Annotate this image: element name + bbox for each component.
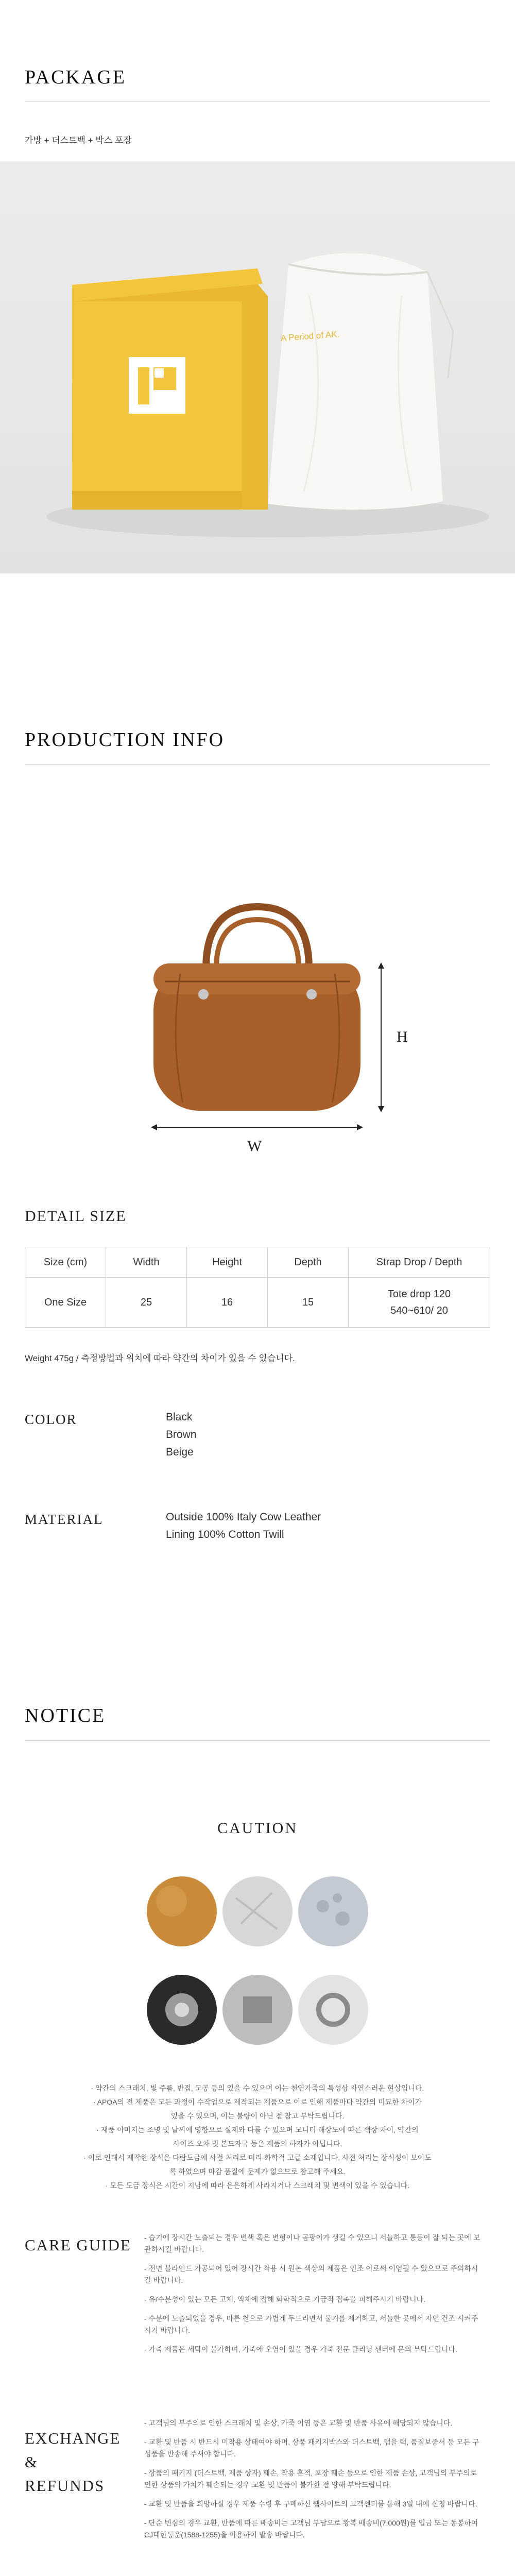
height-label: H xyxy=(397,1028,408,1045)
care-line: - 수분에 노출되었을 경우, 마른 천으로 가볍게 두드리면서 물기를 제거하고, 서늘한 곳에서 자연 건조 시켜주시기 바랍니다. xyxy=(144,2314,478,2334)
header-height: Height xyxy=(187,1247,268,1278)
care-guide-label: CARE GUIDE xyxy=(25,2236,131,2254)
cell-height: 16 xyxy=(187,1278,268,1328)
production-title: PRODUCTION INFO xyxy=(25,729,225,751)
caution-line: · 이로 인해서 제작한 장식은 다람도금에 사전 처리로 미리 화학적 고급 소재입니다. 사전 처리는 장식성이 보이도록 하였으며 마감 품질에 문제가 없으므로 참고해 주세요. xyxy=(83,2154,432,2176)
exchange-label-line: & xyxy=(25,2453,39,2471)
color-brown: Brown xyxy=(166,1429,197,1440)
care-guide-text xyxy=(144,2232,484,2363)
material-label: MATERIAL xyxy=(25,1512,104,1527)
package-divider xyxy=(25,101,490,102)
pebble-texture-image xyxy=(276,1867,391,1956)
weight-note: Weight 475g / 측정방법과 위치에 따라 약간의 차이가 있을 수 있습니다. xyxy=(25,1353,295,1363)
detail-size-title: DETAIL SIZE xyxy=(25,1208,127,1225)
package-illustration xyxy=(0,161,515,573)
exchange-line: - 상품의 패키지 (더스트백, 제품 상자) 훼손, 착용 흔적, 포장 훼손 등으로 인한 제품 손상, 고객님의 부주의로 인한 상품의 가치가 훼손되는 경우 교환 및 반품이 불가한 점 양해 부탁드립니다. xyxy=(144,2469,477,2489)
exchange-label-line: EXCHANGE xyxy=(25,2429,121,2447)
package-photo xyxy=(0,161,515,573)
material-outside: Outside 100% Italy Cow Leather xyxy=(166,1511,321,1523)
exchange-label-line: REFUNDS xyxy=(25,2477,105,2495)
notice-divider xyxy=(25,1740,490,1741)
color-black: Black xyxy=(166,1411,193,1423)
header-width: Width xyxy=(106,1247,187,1278)
product-drawing xyxy=(93,876,422,1164)
strap-line-2: 540~610/ 20 xyxy=(390,1305,448,1316)
dustbag-label: A Period of AK. xyxy=(280,329,340,343)
size-table-header xyxy=(25,1247,490,1278)
hardware-ring-image xyxy=(276,1965,391,2054)
color-label: COLOR xyxy=(25,1412,77,1427)
caution-text xyxy=(0,2081,515,2193)
care-line: - 유/수분성이 있는 모든 고체, 액체에 접해 화학적으로 기급적 접촉을 피해주시기 바랍니다. xyxy=(144,2295,425,2303)
caution-line: · 약간의 스크래치, 빛 주름, 반점, 모공 등의 있을 수 있으며 이는 천연가죽의 특성상 자연스러운 현상입니다. xyxy=(91,2084,424,2092)
header-size: Size (cm) xyxy=(25,1247,106,1278)
width-label: W xyxy=(247,1138,262,1155)
exchange-line: - 단순 변심의 경우 교환, 반품에 따른 배송비는 고객님 부담으로 왕복 배송비(7,000원)를 입금 또는 동봉하여 CJ대한통운(1588-1255)을 이용하여 발송 바랍니다. xyxy=(144,2519,478,2539)
caution-line: · APOA의 전 제품은 모든 과정이 수작업으로 제작되는 제품으로 이로 인해 제품마다 약간의 미묘한 차이가 있을 수 있으며, 이는 불량이 아닌 점 참고 부탁드립니다. xyxy=(93,2098,422,2120)
strap-line-1: Tote drop 120 xyxy=(387,1289,451,1300)
exchange-text xyxy=(144,2417,484,2548)
table-row xyxy=(25,1278,490,1328)
production-divider xyxy=(25,764,490,765)
material-lining: Lining 100% Cotton Twill xyxy=(166,1529,284,1540)
care-line: - 전면 블라인드 가공되어 있어 장시간 착용 시 원본 색상의 제품은 인조 이로써 이염될 수 있으므로 주의하시길 바랍니다. xyxy=(144,2264,478,2284)
cell-depth: 15 xyxy=(268,1278,349,1328)
header-depth: Depth xyxy=(268,1247,349,1278)
exchange-line: - 교환 및 반품을 희망하실 경우 제품 수령 후 구매하신 웹사이트의 고객센터를 통해 3일 내에 신청 바랍니다. xyxy=(144,2500,477,2508)
bag-illustration xyxy=(93,876,422,1164)
cell-strap xyxy=(349,1278,490,1328)
box-logo-icon xyxy=(129,357,185,414)
notice-title: NOTICE xyxy=(25,1705,106,1726)
color-values xyxy=(166,1409,197,1461)
material-values xyxy=(166,1509,321,1544)
care-line: - 가죽 제품은 세탁이 불가하며, 가죽에 오염이 있을 경우 가죽 전문 클리닝 센터에 문의 부탁드립니다. xyxy=(144,2345,457,2353)
exchange-line: - 고객님의 부주의로 인한 스크래치 및 손상, 가죽 이염 등은 교환 및 반품 사유에 해당되지 않습니다. xyxy=(144,2419,453,2427)
header-strap: Strap Drop / Depth xyxy=(349,1247,490,1278)
exchange-label xyxy=(25,2427,121,2498)
size-table xyxy=(25,1247,490,1328)
package-title: PACKAGE xyxy=(25,66,126,88)
caution-line: · 제품 이미지는 조명 및 날씨에 영향으로 실제와 다를 수 있으며 모니터 해상도에 따른 색상 차이, 약간의 사이즈 오차 및 본드자국 등은 제품의 하자가 아닙니다. xyxy=(96,2126,419,2148)
exchange-line: - 교환 및 반품 시 반드시 미착용 상태여야 하며, 상품 패키지박스와 더스트백, 탭을 택, 품질보증서 등 모든 구성품을 반송해 주셔야 합니다. xyxy=(144,2438,479,2458)
cell-size: One Size xyxy=(25,1278,106,1328)
caution-title: CAUTION xyxy=(217,1820,298,1837)
cell-width: 25 xyxy=(106,1278,187,1328)
color-beige: Beige xyxy=(166,1446,194,1458)
package-caption: 가방 + 더스트백 + 박스 포장 xyxy=(25,135,132,145)
caution-line: · 모든 도금 장식은 시간이 지남에 따라 은은하게 사라지거나 스크래치 및 변색이 있을 수 있습니다. xyxy=(105,2181,410,2190)
care-line: - 습기에 장시간 노출되는 경우 변색 혹은 변형이나 곰팡이가 생길 수 있으니 서늘하고 통풍이 잘 되는 곳에 보관하시길 바랍니다. xyxy=(144,2233,480,2253)
